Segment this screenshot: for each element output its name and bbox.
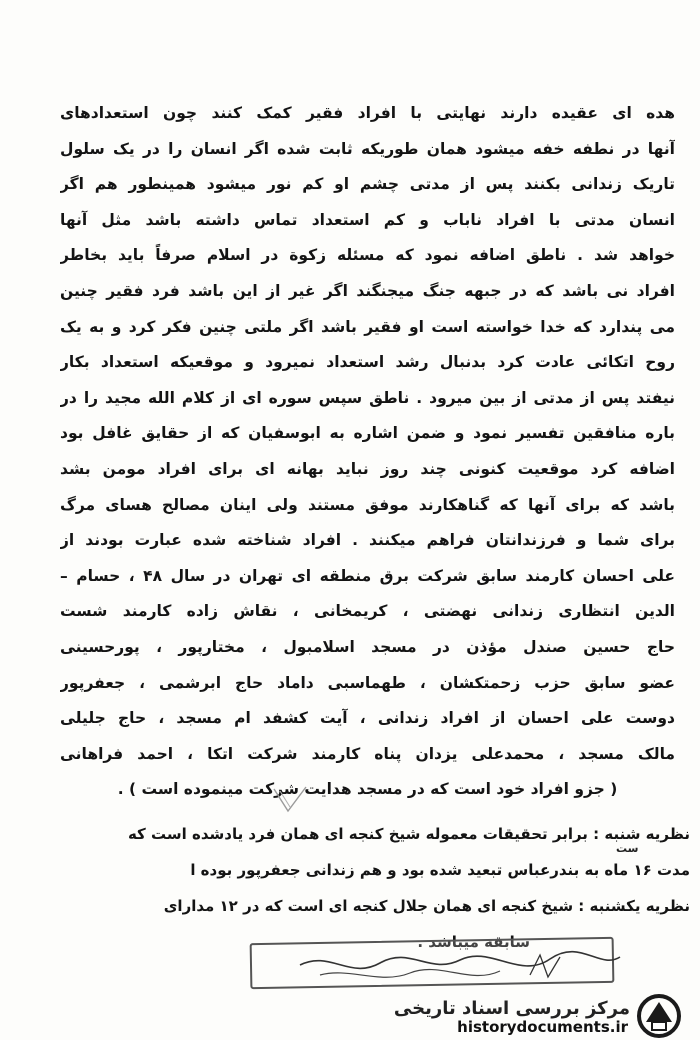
note-line: مدت ۱۶ ماه به بندرعباس تبعید شده بود و هم زندانی جعفرپور بوده ا (190, 861, 690, 879)
body-line: آنها در نطفه خفه میشود همان طوریکه ثابت شده اگر انسان را در یک سلول (60, 139, 675, 158)
body-line: خواهد شد . ناطق اضافه نمود که مسئله زکوة در اسلام صرفاً باید بخاطر (60, 246, 675, 265)
body-line: اضافه کرد موقعیت کنونی چند روز نباید بهانه ای برای افراد مومن بشد (60, 459, 675, 478)
note-line: سابقه میباشد . (417, 933, 530, 951)
interlinear-correction: ست (616, 842, 639, 855)
body-line: الدین انتظاری زندانی نهضتی ، کریمخانی ، نقاش زاده کارمند شست (60, 602, 675, 621)
faint-header-mark (540, 70, 650, 84)
note-line: نظریه شنبه : برابر تحقیقات معموله شیخ کنجه ای همان فرد یادشده است که (127, 825, 690, 843)
body-line: افراد نی باشد که در جبهه جنگ میجنگند اگر غیر از این باشد فرد فقیر چنین (60, 281, 675, 300)
body-line: هده ای عقیده دارند نهایتی با افراد فقیر کمک کنند چون استعدادهای (60, 104, 675, 122)
note-line: نظریه یکشنبه : شیخ کنجه ای همان جلال کنجه ای است که در ۱۲ مدارای (163, 897, 690, 915)
body-line: باشد که برای آنها که گناهکارند موفق مستند ولی اینان مصالح هسای مرگ (60, 495, 675, 514)
handwritten-signature-icon (290, 945, 630, 1005)
body-line: برای شما و فرزندانتان فراهم میکنند . افراد شناخته شده عبارت بودند از (60, 531, 675, 550)
body-line: علی احسان کارمند سابق شرکت برق منطقه ای تهران در سال ۴۸ ، حسام – (60, 566, 675, 585)
body-line: تاریک زندانی بکنند پس از مدتی چشم او کم نور میشود همینطور هم اگر (60, 175, 675, 194)
body-line: دوست علی احسان از افراد زندانی ، آیت کشفد ام مسجد ، حاج جلیلی (60, 709, 675, 728)
body-line: روح اتکائی عادت کرد بدنبال رشد استعداد نمیرود و موقعیکه استعداد بکار (60, 353, 675, 372)
body-line: مالک مسجد ، محمدعلی یزدان پناه کارمند شرکت اتکا ، احمد فراهانی (60, 744, 675, 763)
watermark-archive-name: مرکز بررسی اسناد تاریخی (393, 998, 630, 1019)
body-line-closing: ( جزو افراد خود است که در مسجد هدایت شرکت مینموده است ) . (117, 780, 618, 799)
report-body (60, 96, 675, 808)
body-line: انسان مدتی با افراد ناباب و کم استعداد تماس داشته باشد مثل آنها (60, 210, 675, 229)
body-line: می پندارد که خدا خواسته است او فقیر باشد اگر ملتی چنین فکر کرد و به یک (60, 317, 675, 336)
handwritten-mark-icon (270, 785, 310, 815)
watermark-url: historydocuments.ir (457, 1018, 628, 1036)
body-line: حاج حسین صندل مؤذن در مسجد اسلامبول ، مختارپور ، پورحسینی (60, 637, 675, 656)
body-line: نیفتد پس از مدتی از بین میرود . ناطق سپس سوره ای از کلام الله مجید را در (60, 388, 675, 407)
archive-logo-icon (634, 992, 684, 1040)
body-line: باره منافقین تفسیر نمود و ضمن اشاره به ابوسفیان که از حقایق غافل بود (60, 424, 675, 443)
body-line: عضو سابق حزب زحمتکشان ، طهماسبی داماد حاج ابرشمی ، جعفرپور (60, 673, 675, 692)
